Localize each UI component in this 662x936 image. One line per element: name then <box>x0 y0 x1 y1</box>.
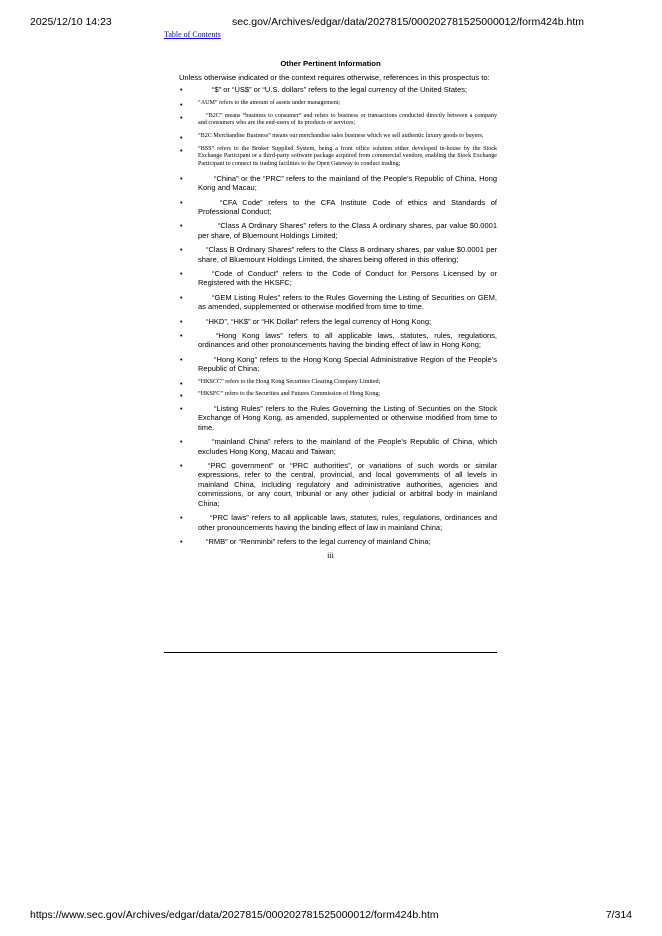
definition-item <box>164 537 497 546</box>
bullet-icon: • <box>180 391 183 401</box>
definition-text: “HKSFC” refers to the Securities and Futures Commission of Hong Kong; <box>198 391 381 398</box>
definition-text: “Hong Kong” refers to the Hong Kong Special Administrative Region of the People’s Republic of China; <box>198 354 497 374</box>
definition-item <box>164 221 497 240</box>
print-url: https://www.sec.gov/Archives/edgar/data/2027815/000202781525000012/form424b.htm <box>30 909 439 921</box>
definition-text: “B2C Merchandise Business” means our merchandise sales business which we sell authentic luxury goods to buyers; <box>198 132 484 139</box>
bullet-icon: • <box>180 268 183 278</box>
definition-text: “RMB” or “Renminbi” refers to the legal currency of mainland China; <box>206 536 431 546</box>
definition-item <box>164 113 497 128</box>
definition-text: “$” or “US$” or “U.S. dollars” refers to the legal currency of the United States; <box>212 85 468 95</box>
bullet-icon: • <box>180 145 183 155</box>
definition-item <box>164 146 497 169</box>
definition-text: “PRC government” or “PRC authorities”, or variations of such words or similar expressions, refer to the central, provincial, and local governments of all levels in mainland China, including regulatory and administrative authorities, agencies and commissions, or any court, tribunal or any other judicial or arbitral body in mainland China; <box>198 461 497 508</box>
bullet-icon: • <box>180 197 183 207</box>
definition-text: “Code of Conduct” refers to the Code of Conduct for Persons Licensed by or Registered with the HKSFC; <box>198 268 497 288</box>
bullet-icon: • <box>180 292 183 302</box>
definition-item <box>164 269 497 288</box>
definition-item <box>164 461 497 508</box>
definition-text: “mainland China” refers to the mainland of the People’s Republic of China, which excludes Hong Kong, Macau and Taiwan; <box>198 437 497 456</box>
definition-item <box>164 133 497 141</box>
section-title: Other Pertinent Information <box>280 59 381 68</box>
page-number: iii <box>327 551 334 561</box>
definition-item <box>164 85 497 94</box>
definition-text: “CFA Code” refers to the CFA Institute Code of ethics and Standards of Professional Conduct; <box>198 197 497 216</box>
bullet-icon: • <box>180 461 183 471</box>
definition-text: “BSS” refers to the Broker Supplied System, being a front office solution either developed in-house by the Stock Exchange Participant or a third-party software package acquired from commercial vendors, enabling the Stock Exchange Participant to connect its trading facilities to the Open Gateway to conduct trading; <box>198 145 497 168</box>
definition-item <box>164 379 497 387</box>
print-page-count: 7/314 <box>605 909 632 921</box>
bullet-icon: • <box>180 437 183 447</box>
bullet-icon: • <box>180 99 183 109</box>
definition-text: “HKSCC” refers to the Hong Kong Securities Clearing Company Limited; <box>198 378 381 385</box>
definition-text: “AUM” refers to the amount of assets under management; <box>198 99 341 106</box>
definition-item <box>164 198 497 217</box>
print-datetime: 2025/12/10 14:23 <box>30 16 112 28</box>
definition-item <box>164 404 497 432</box>
print-page-title: sec.gov/Archives/edgar/data/2027815/000202781525000012/form424b.htm <box>232 16 585 28</box>
definition-text: “Class A Ordinary Shares” refers to the Class A ordinary shares, par value $0.0001 per share, of Bluemount Holdings Limited; <box>198 221 497 240</box>
definition-item <box>164 100 497 108</box>
definition-text: “HKD”, “HK$” or “HK Dollar” refers the legal currency of Hong Kong; <box>206 316 432 326</box>
definition-text: “Class B Ordinary Shares” refers to the Class B ordinary shares, par value $0.0001 per share, of Bluemount Holdings Limited, the shares being offered in this offering; <box>198 245 497 264</box>
page-divider <box>164 652 497 653</box>
definition-text: “Hong Kong laws” refers to all applicable laws, statutes, rules, regulations, ordinances and other pronouncements having the binding effect of law in Hong Kong; <box>198 331 497 350</box>
definition-item <box>164 174 497 193</box>
bullet-icon: • <box>180 316 183 326</box>
definition-item <box>164 331 497 350</box>
definition-text: “PRC laws” refers to all applicable laws, statutes, rules, regulations, ordinances and other pronouncements having the binding effect of law in mainland China; <box>198 513 497 532</box>
intro-paragraph: Unless otherwise indicated or the context requires otherwise, references in this prospectus to: <box>179 73 490 82</box>
bullet-icon: • <box>180 85 183 95</box>
bullet-icon: • <box>180 112 183 122</box>
definition-item <box>164 293 497 312</box>
definition-item <box>164 513 497 532</box>
bullet-icon: • <box>180 354 183 364</box>
definitions-list <box>164 85 497 546</box>
bullet-icon: • <box>180 173 183 183</box>
definition-text: “B2C” means “business to consumer” and refers to business or transactions conducted directly between a company and consumers who are the end-users of its products or services; <box>198 112 497 127</box>
definition-text: “China” or the “PRC” refers to the mainland of the People’s Republic of China, Hong Kong and Macau; <box>198 173 497 193</box>
definition-item <box>164 391 497 399</box>
document-body <box>164 59 497 560</box>
definition-item <box>164 317 497 326</box>
table-of-contents-link[interactable]: Table of Contents <box>164 30 221 39</box>
definition-item <box>164 355 497 374</box>
bullet-icon: • <box>180 513 183 523</box>
definition-item <box>164 245 497 264</box>
bullet-icon: • <box>180 378 183 388</box>
bullet-icon: • <box>180 404 183 414</box>
definition-text: “Listing Rules” refers to the Rules Governing the Listing of Securities on the Stock Exchange of Hong Kong, as amended, supplemented or otherwise modified from time to time. <box>198 404 497 432</box>
bullet-icon: • <box>180 536 183 546</box>
bullet-icon: • <box>180 245 183 255</box>
bullet-icon: • <box>180 132 183 142</box>
definition-text: “GEM Listing Rules” refers to the Rules Governing the Listing of Securities on GEM, as amended, supplemented or otherwise modified from time to time. <box>198 292 497 312</box>
definition-item <box>164 437 497 456</box>
bullet-icon: • <box>180 221 183 231</box>
bullet-icon: • <box>180 331 183 341</box>
